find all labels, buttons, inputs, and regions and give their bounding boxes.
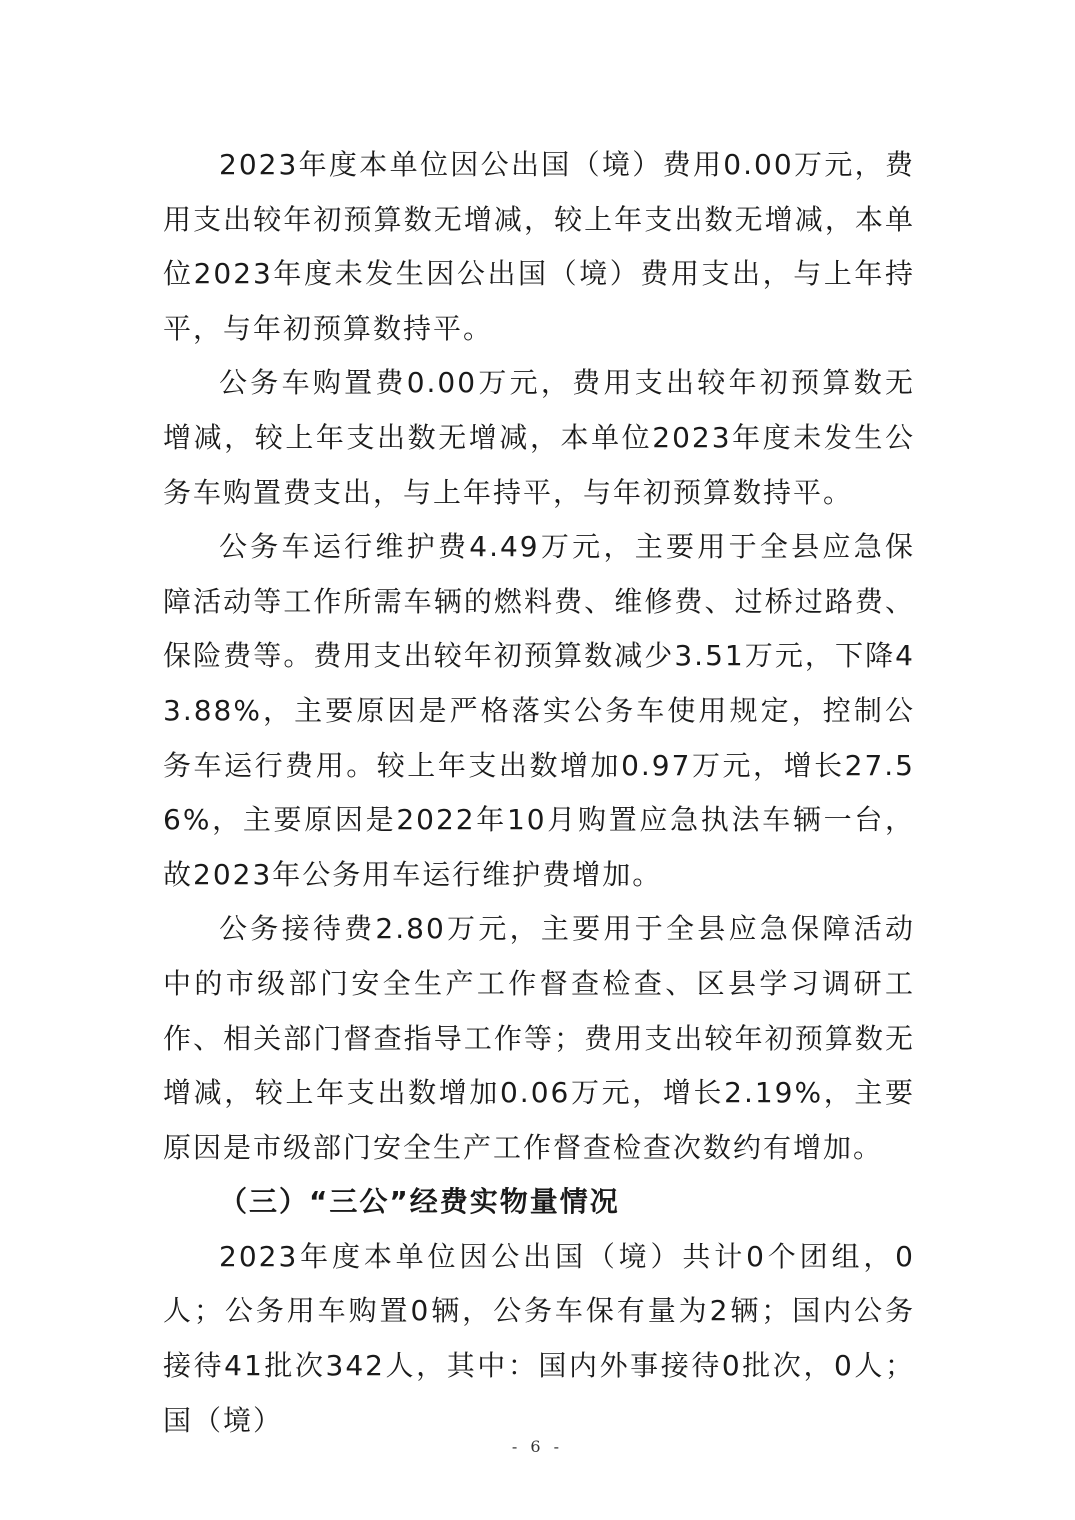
paragraph-overseas-travel: 2023年度本单位因公出国（境）费用0.00万元，费用支出较年初预算数无增减，较上年支出数无增减，本单位2023年度未发生因公出国（境）费用支出，与上年持平，与年初预算数持平。	[163, 148, 915, 345]
page-number: - 6 -	[511, 1437, 564, 1456]
document-body	[163, 138, 915, 1448]
paragraph-official-reception: 公务接待费2.80万元，主要用于全县应急保障活动中的市级部门安全生产工作督查检查、区县学习调研工作、相关部门督查指导工作等；费用支出较年初预算数无增减，较上年支出数增加0.06万元，增长2.19%，主要原因是市级部门安全生产工作督查检查次数约有增加。	[163, 912, 915, 1164]
paragraph-vehicle-maintenance: 公务车运行维护费4.49万元，主要用于全县应急保障活动等工作所需车辆的燃料费、维修费、过桥过路费、保险费等。费用支出较年初预算数减少3.51万元，下降43.88%，主要原因是严格落实公务车使用规定，控制公务车运行费用。较上年支出数增加0.97万元，增长27.56%，主要原因是2022年10月购置应急执法车辆一台，故2023年公务用车运行维护费增加。	[163, 530, 915, 891]
section-heading: （三）“三公”经费实物量情况	[219, 1185, 620, 1219]
paragraph-vehicle-purchase: 公务车购置费0.00万元，费用支出较年初预算数无增减，较上年支出数无增减，本单位2023年度未发生公务车购置费支出，与上年持平，与年初预算数持平。	[163, 366, 915, 509]
paragraph-physical-quantity: 2023年度本单位因公出国（境）共计0个团组，0人；公务用车购置0辆，公务车保有量为2辆；国内公务接待41批次342人，其中：国内外事接待0批次，0人；国（境）	[163, 1239, 915, 1437]
